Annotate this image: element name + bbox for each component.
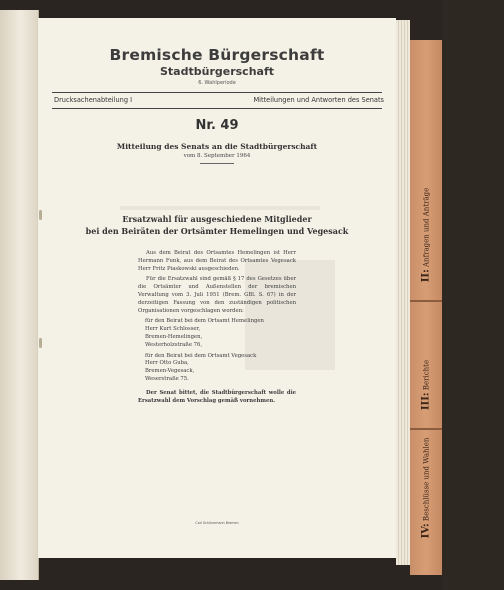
- masthead-period: 6. Wahlperiode: [198, 80, 236, 86]
- nominee-name: Herr Kurt Schlosser,: [145, 326, 201, 333]
- paragraph: Für die Ersatzwahl sind gemäß § 17 des Gesetzes über die Ortsämter und Außenstellen der bremischen Verwaltung vom 3. Juli 1951 (Brem. GBl. S. 67) in der derzeitigen Fassung von den zuständigen politischen Organisationen vorgeschlagen worden:: [138, 276, 296, 314]
- left-page-binding: [0, 10, 39, 580]
- tab-berichte[interactable]: III: Berichte: [420, 359, 432, 411]
- bleed-through: [120, 206, 320, 210]
- block-intro: für den Beirat bei dem Ortsamt Hemelingen: [145, 318, 264, 325]
- header-rule: [52, 108, 382, 109]
- nominee-city: Bremen-Hemelingen,: [145, 333, 203, 340]
- block-intro: für den Beirat bei dem Ortsamt Vegesack: [145, 352, 257, 359]
- tab-divider: [410, 300, 442, 302]
- page-stack-edge: [396, 20, 410, 565]
- punch-hole: [39, 338, 42, 348]
- body-text: [138, 250, 296, 405]
- printer-imprint: Carl Schünemann Bremen: [195, 521, 239, 525]
- header-rule: [52, 92, 382, 93]
- subject-line: bei den Beiräten der Ortsämter Hemelingen und Vegesack: [85, 226, 349, 236]
- header-left: Drucksachenabteilung I: [54, 96, 133, 104]
- separator-rule: [200, 163, 234, 164]
- tab-beschluesse[interactable]: IV: Beschlüsse und Wahlen: [420, 437, 432, 539]
- document-heading: Mitteilung des Senats an die Stadtbürgerschaft: [116, 142, 318, 151]
- nominee-street: Weserstraße 75.: [145, 375, 189, 382]
- tab-divider: [410, 428, 442, 430]
- nominee-city: Bremen-Vegesack,: [145, 368, 195, 375]
- header-right: Mitteilungen und Antworten des Senats: [253, 96, 384, 104]
- masthead-title: Bremische Bürgerschaft: [109, 46, 325, 64]
- closing-request: Der Senat bittet, die Stadtbürgerschaft wolle die Ersatzwahl dem Vorschlag gemäß vornehmen.: [138, 389, 296, 404]
- subject-line: Ersatzwahl für ausgeschiedene Mitglieder: [122, 214, 312, 224]
- nominee-name: Herr Otto Guba,: [145, 360, 189, 367]
- document-number: Nr. 49: [195, 118, 239, 133]
- masthead-subtitle: Stadtbürgerschaft: [160, 65, 274, 78]
- nominee-street: Westerholzstraße 76,: [145, 341, 203, 348]
- paragraph: Aus dem Beirat des Ortsamtes Hemelingen ist Herr Hermann Funk, aus dem Beirat des Ortsamtes Vegesack Herr Fritz Piaskowski ausgeschieden.: [138, 250, 296, 272]
- background-dark: [442, 0, 504, 590]
- document-date: vom 8. September 1964: [183, 153, 251, 159]
- tab-anfragen[interactable]: II: Anfragen und Anträge: [420, 187, 432, 283]
- subject-title: [38, 213, 396, 237]
